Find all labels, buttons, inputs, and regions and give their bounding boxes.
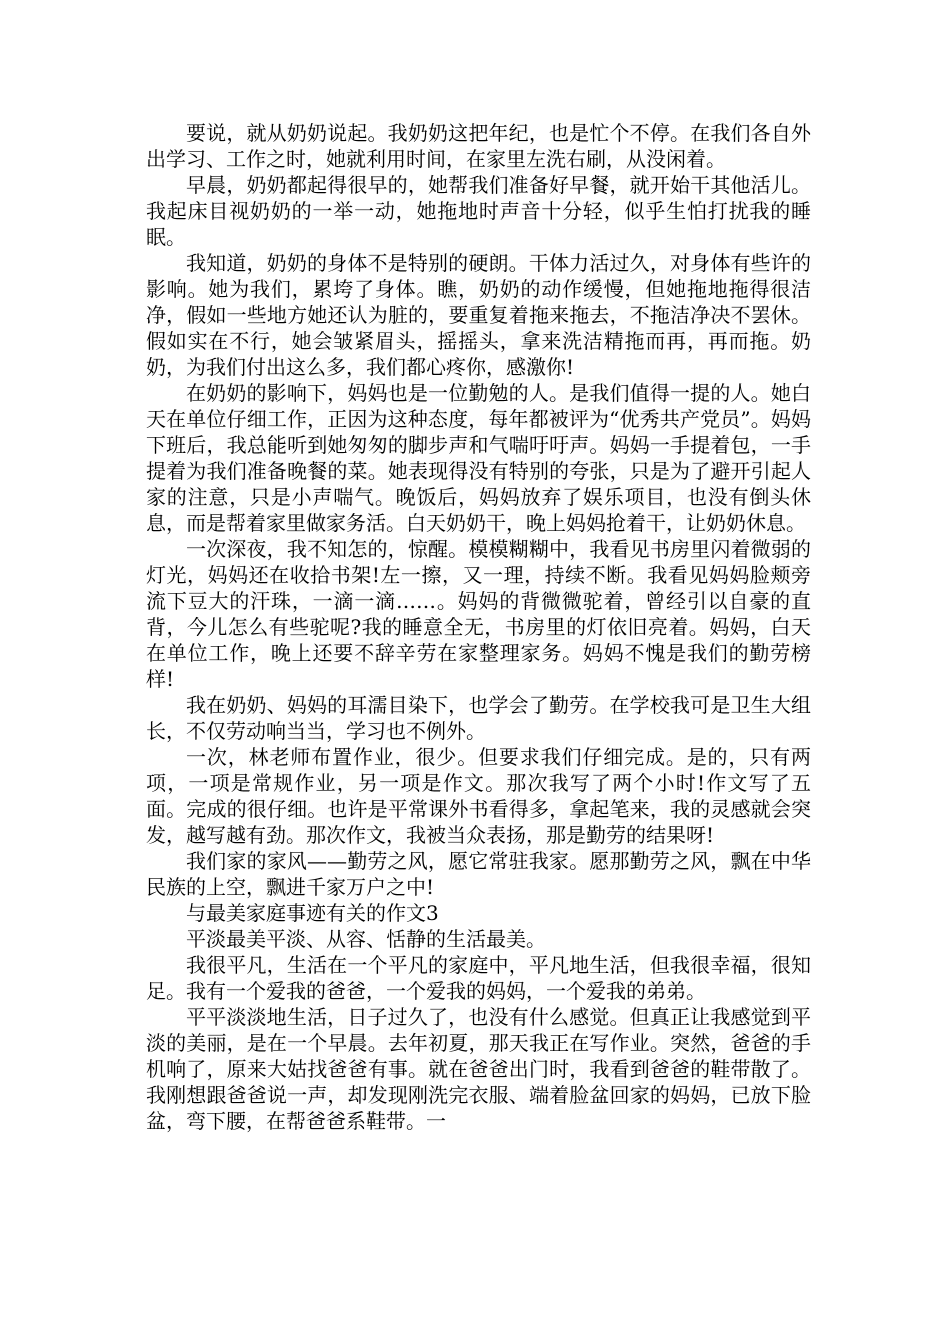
paragraph-11: 平平淡淡地生活，日子过久了，也没有什么感觉。但真正让我感觉到平淡的美丽，是在一个早晨。去年初夏，那天我正在写作业。突然，爸爸的手机响了，原来大姑找爸爸有事。就在爸爸出门时，我看到爸爸的鞋带散了。我刚想跟爸爸说一声，却发现刚洗完衣服、端着脸盆回家的妈妈，已放下脸盆，弯下腰，在帮爸爸系鞋带。一 (146, 1005, 811, 1133)
paragraph-7: 一次，林老师布置作业，很少。但要求我们仔细完成。是的，只有两项，一项是常规作业，另一项是作文。那次我写了两个小时!作文写了五面。完成的很仔细。也许是平常课外书看得多，拿起笔来，我的灵感就会突发，越写越有劲。那次作文，我被当众表扬，那是勤劳的结果呀! (146, 745, 811, 847)
document-page (146, 120, 811, 1134)
paragraph-10: 我很平凡，生活在一个平凡的家庭中，平凡地生活，但我很幸福，很知足。我有一个爱我的爸爸，一个爱我的妈妈，一个爱我的弟弟。 (146, 953, 811, 1003)
paragraph-4: 在奶奶的影响下，妈妈也是一位勤勉的人。是我们值得一提的人。她白天在单位仔细工作，正因为这种态度，每年都被评为“优秀共产党员”。妈妈下班后，我总能听到她匆匆的脚步声和气喘吁吁声。妈妈一手提着包，一手提着为我们准备晚餐的菜。她表现得没有特别的夸张，只是为了避开引起人家的注意，只是小声喘气。晚饭后，妈妈放弃了娱乐项目，也没有倒头休息，而是帮着家里做家务活。白天奶奶干，晚上妈妈抢着干，让奶奶休息。 (146, 381, 811, 535)
paragraph-6: 我在奶奶、妈妈的耳濡目染下，也学会了勤劳。在学校我可是卫生大组长，不仅劳动响当当，学习也不例外。 (146, 693, 811, 743)
paragraph-3: 我知道，奶奶的身体不是特别的硬朗。干体力活过久，对身体有些许的影响。她为我们，累垮了身体。瞧，奶奶的动作缓慢，但她拖地拖得很洁净，假如一些地方她还认为脏的，要重复着拖来拖去，不拖洁净决不罢休。假如实在不行，她会皱紧眉头，摇摇头，拿来洗洁精拖而再，再而拖。奶奶，为我们付出这么多，我们都心疼你，感激你! (146, 251, 811, 379)
paragraph-9: 平淡最美平淡、从容、恬静的生活最美。 (186, 927, 546, 951)
paragraph-2: 早晨，奶奶都起得很早的，她帮我们准备好早餐，就开始干其他活儿。我起床目视奶奶的一举一动，她拖地时声音十分轻，似乎生怕打扰我的睡眠。 (146, 173, 811, 249)
paragraph-1: 要说，就从奶奶说起。我奶奶这把年纪，也是忙个不停。在我们各自外出学习、工作之时，她就利用时间，在家里左洗右刷，从没闲着。 (146, 121, 811, 171)
paragraph-8: 我们家的家风——勤劳之风，愿它常驻我家。愿那勤劳之风，飘在中华民族的上空，飘进千家万户之中! (146, 849, 811, 899)
paragraph-5: 一次深夜，我不知怎的，惊醒。模模糊糊中，我看见书房里闪着微弱的灯光，妈妈还在收拾书架!左一擦，又一理，持续不断。我看见妈妈脸颊旁流下豆大的汗珠，一滴一滴……。妈妈的背微微驼着，曾经引以自豪的直背，今儿怎么有些驼呢?我的睡意全无，书房里的灯依旧亮着。妈妈，白天在单位工作，晚上还要不辞辛劳在家整理家务。妈妈不愧是我们的勤劳榜样! (146, 537, 811, 691)
section-heading: 与最美家庭事迹有关的作文3 (186, 901, 439, 925)
